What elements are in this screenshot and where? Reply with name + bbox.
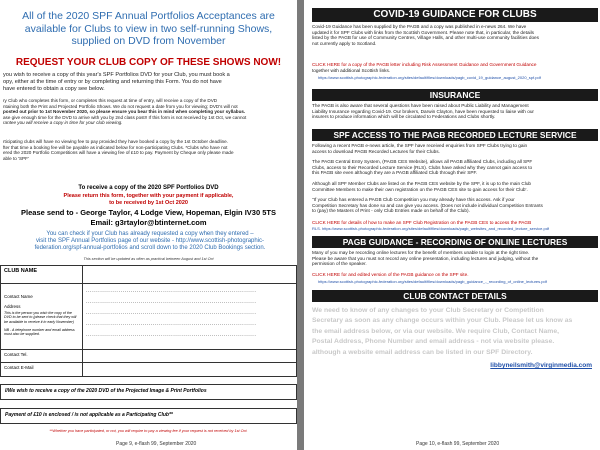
text-line[interactable]: visit the SPF Annual Portfolios page of our website - http://www.scottish-photographic- xyxy=(35,238,265,244)
text-line: Clubs, access to their Recorded Lecture Service (RLS). Clubs have asked why they cannot gain access to xyxy=(312,164,533,170)
fine-print: **Whether you have participated, or not, you will require to pay a viewing fee if your request is not received by 1st Oct. xyxy=(49,429,248,433)
page-footer: Page 10, e-flash 99, September 2020 xyxy=(416,441,500,447)
text-line: listed by the PAGB for use of Community Centres, Village Halls, and other multi-use community facilities does xyxy=(312,35,540,41)
club-contact-heading: CLUB CONTACT DETAILS xyxy=(312,290,598,302)
address-note: This is the person you wish the copy of the DVD to be sent to (please check that they will be available to receive it in early November) xyxy=(4,311,77,324)
field-line[interactable]: .................................................................................... xyxy=(86,299,257,305)
phone-note: NB - A telephone number and email address must also be supplied. xyxy=(4,327,75,337)
contact-details-label xyxy=(1,284,83,350)
text-line: Liability Insurance regarding Covid-19. Our brokers, Darwin Clayton, have been requested to liaise with our xyxy=(312,108,534,114)
access-paragraph-4 xyxy=(312,197,600,214)
page-9 xyxy=(0,0,297,450)
page-gutter xyxy=(297,0,304,450)
insurance-heading: INSURANCE xyxy=(312,89,598,101)
online-paragraph xyxy=(312,250,600,267)
text-line: Committee Members to make their own registration on the PAGB CES site to gain access for their Club'. xyxy=(312,186,528,192)
covid-paragraph xyxy=(312,24,600,46)
text-line: Competition Secretary has done so and can give you access. (Does not include individual Competition Entrants xyxy=(312,202,543,208)
return-line: Please return this form, together with your payment if applicable, xyxy=(63,193,234,199)
club-name-label: CLUB NAME xyxy=(1,266,83,284)
intro-paragraph xyxy=(0,72,297,93)
text-line: ry Club who completes this form, or completes this request at time of entry, will receive a copy of the DVD xyxy=(3,98,218,103)
text-line: to (pay) the Masters of Print - only Club Entries made on behalf of the Club). xyxy=(312,208,470,214)
access-paragraph-3 xyxy=(312,181,600,192)
address-label: Address xyxy=(4,304,21,309)
text-line: opy, either at the time of entry or by completing and returning this Form. You do not have xyxy=(3,79,222,85)
text-line[interactable]: CLICK HERE for a copy of the PAGB letter including Risk Assessment Guidance and Government Guidance xyxy=(312,62,537,67)
text-line: Secretary as soon as any change occurs within your Club. Please let us know as xyxy=(312,317,573,325)
field-line[interactable]: .................................................................................... xyxy=(86,288,257,294)
contact-paragraph xyxy=(312,306,600,358)
contact-tel-label: Contact Tel. xyxy=(1,350,83,363)
text-line: posted out prior to 1st November 2020, so please ensure you bear this in mind when completing your syllabus. xyxy=(3,109,246,115)
payment-option[interactable]: Payment of £10 is enclosed / is not applicable as a Participating Club** xyxy=(0,408,297,424)
booking-form xyxy=(0,265,297,377)
contact-email-link[interactable]: libbyneilsmith@virginmedia.com xyxy=(490,362,592,369)
club-name-field[interactable] xyxy=(83,266,297,284)
receive-title: To receive a copy of the 2020 SPF Portfolios DVD xyxy=(78,185,219,191)
fee-paragraph xyxy=(0,139,297,161)
text-line: although a website email address can be listed in our SPF Directory. xyxy=(312,348,533,356)
dvd-request-option[interactable]: I/We wish to receive a copy of the 2020 DVD of the Projected Image & Print Portfolios xyxy=(0,384,297,400)
contact-email-field[interactable] xyxy=(83,363,297,377)
access-paragraph-2 xyxy=(312,159,600,176)
covid-heading: COVID-19 GUIDANCE FOR CLUBS xyxy=(312,8,598,22)
text-line: ered the 2020 Portfolio Competitions will have a viewing fee of £10 to pay. Payment by Cheque only please made xyxy=(3,150,234,156)
text-line: ase give enough time for the DVD to arrive with you by 2nd class post!! If this form is not received by 1st Oct, we cannot xyxy=(3,114,247,120)
text-line: insurers to produce information which will be circulated to Federations and Clubs shortly. xyxy=(312,114,496,120)
contact-name-label: Contact Name xyxy=(4,294,33,299)
access-paragraph-1 xyxy=(312,143,600,154)
text-line: The PAGB Central Entry System, (PAGB CES Website), allows all PAGB affiliated Clubs, including all SPF xyxy=(312,159,533,164)
field-line[interactable]: .................................................................................... xyxy=(86,310,257,316)
contact-details-field[interactable] xyxy=(83,284,297,350)
contact-email: Email: g3rtaylor@btinternet.com xyxy=(90,218,207,227)
text-line: not currently apply to Scotland. xyxy=(312,40,377,46)
contact-tel-field[interactable] xyxy=(83,350,297,363)
text-line: rantee you will receive a copy in time for your club viewing. xyxy=(3,120,123,126)
field-line[interactable]: .................................................................................... xyxy=(86,321,257,327)
send-to-address: Please send to - George Taylor, 4 Lodge View, Hopeman, Elgin IV30 5TS xyxy=(21,208,276,217)
text-line: the email address below, or via our website. We require Club, Contact Name, xyxy=(312,327,560,335)
covid-link[interactable]: https://www.scottish-photographic-federation.org/sites/default/files/downloads/pagb_covid_19_guidance_august_2020_spf.pdf xyxy=(318,75,541,80)
access-heading: SPF ACCESS TO THE PAGB RECORDED LECTURE SERVICE xyxy=(312,129,598,141)
text-line: rticipating clubs will have no viewing fee to pay provided they have booked a copy by the 1st October deadline. xyxy=(3,139,228,144)
access-click-here[interactable]: CLICK HERE for details of how to make an SPF Club Registration on the PAGB CES to access the PAGB xyxy=(312,220,532,225)
text-line: Postal Address, Phone Number and email address - not via website please. xyxy=(312,338,555,346)
text-line: The PAGB is also aware that several questions have been raised about Public Liability and Management xyxy=(312,103,529,108)
contact-email-label: Contact E-Mail xyxy=(1,363,83,377)
text-line: this PAGB site even although they are a PAGB affiliated Club through their SPF. xyxy=(312,170,478,176)
online-link[interactable]: https://www.scottish-photographic-federation.org/sites/default/files/downloads/pagb_guidance_-_recording_of_online_lectures.pdf xyxy=(318,279,547,284)
text-line: permission of the speaker. xyxy=(312,261,367,267)
text-line[interactable]: federation.org/spf-annual-portfolios and scroll down to the 2020 Club Bookings section. xyxy=(34,245,266,251)
request-heading: REQUEST YOUR CLUB COPY OF THESE SHOWS NOW! xyxy=(15,57,282,68)
text-line: "If your Club has entered a PAGB Club Competition you may already have this access. Ask if your xyxy=(312,197,515,202)
covid-click-here[interactable] xyxy=(312,62,600,73)
online-click-here[interactable]: CLICK HERE for and edited version of the PAGB guidance on the SPF site. xyxy=(312,272,469,277)
text-line: able to 'SPF' xyxy=(3,155,29,161)
text-line: You can check if your Club has already requested a copy when they entered – xyxy=(46,231,254,237)
text-line: have entered to obtain a copy see below. xyxy=(3,86,105,92)
text-line: Although all SPF Member Clubs are listed on the PAGB CES website by the SPF, it is up to the main Club xyxy=(312,181,532,186)
deadline-line: to be received by 1st Oct 2020 xyxy=(109,200,188,206)
text-line: together with additional Scottish links. xyxy=(312,67,391,73)
text-line: Following a recent PAGB e-news article, the SPF have received enquiries from SPF Clubs trying to gain xyxy=(312,143,528,148)
page-footer: Page 9, e-flash 99, September 2020 xyxy=(116,441,197,447)
section-note: This section will be updated as often as practical between August and 1st Oct xyxy=(83,257,214,261)
check-notice xyxy=(10,231,290,252)
text-line: Please be aware that you must not record any online presentation, including lectures and judging, without the xyxy=(312,255,539,261)
online-lectures-heading: PAGB GUIDANCE - RECORDING OF ONLINE LECTURES xyxy=(312,236,598,248)
dvd-paragraph xyxy=(0,98,297,126)
text-line: Covid-19 Guidance has been supplied by the PAGB and a copy was published in e-news 264. We have xyxy=(312,24,527,29)
insurance-paragraph xyxy=(312,103,600,120)
page-10 xyxy=(304,0,600,450)
text-line: We need to know of any changes to your Club Secretary or Competition xyxy=(312,307,544,314)
text-line: Many of you may be recording online lectures for the benefit of members unable to login at the right time. xyxy=(312,250,530,255)
access-link[interactable]: RLS. https://www.scottish-photographic-federation.org/sites/default/files/downloads/pagb_websites_and_recorded_lecture_service.pdf xyxy=(312,226,550,231)
text-line: fter that time a booking fee will be payable as indicated below for non-participating Clubs. *Clubs who have not xyxy=(3,144,228,150)
portfolio-headline: All of the 2020 SPF Annual Portfolios Acceptances are available for Clubs to view in two self-running Shows, supplied on DVD from November xyxy=(22,10,275,47)
text-line: ntaining both the Print and Projected Portfolio Shows. We do not request a date from you for viewing; DVD's will not xyxy=(3,103,238,109)
text-line: access to download PAGB Recorded Lectures for their Clubs. xyxy=(312,148,440,154)
text-line: you wish to receive a copy of this year's SPF Portfolios DVD for your Club, you must book a xyxy=(3,72,230,78)
text-line: updated it for SPF Clubs with links from the Scottish Government. Please note that, in particular, the details xyxy=(312,29,534,35)
field-line[interactable]: .................................................................................... xyxy=(86,332,257,338)
